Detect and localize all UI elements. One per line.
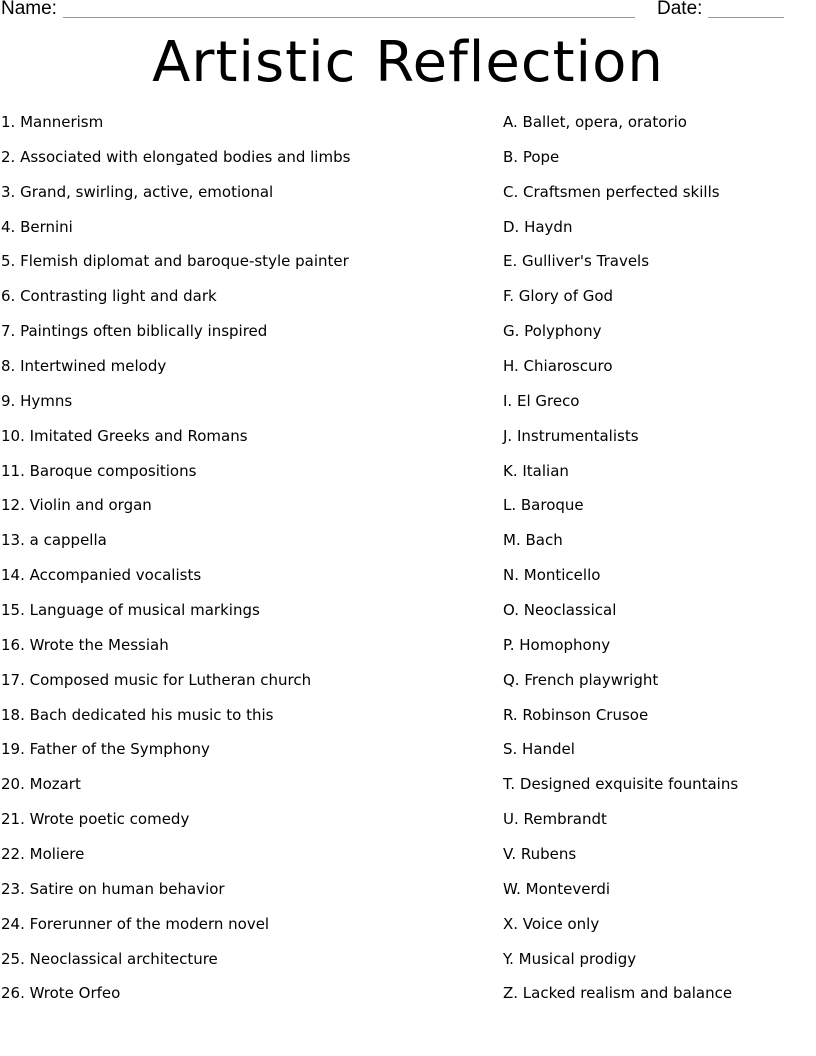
answer-item: O. Neoclassical — [503, 601, 617, 620]
clue-item: 24. Forerunner of the modern novel — [1, 914, 270, 933]
answer-item: X. Voice only — [503, 914, 600, 933]
clue-item: 20. Mozart — [1, 775, 81, 794]
clue-item: 5. Flemish diplomat and baroque-style painter — [1, 252, 349, 271]
clue-item: 4. Bernini — [1, 217, 73, 236]
clue-item: 1. Mannerism — [1, 113, 104, 131]
answer-item: Z. Lacked realism and balance — [503, 984, 733, 1003]
clue-item: 26. Wrote Orfeo — [1, 984, 121, 1003]
answers-list — [503, 110, 803, 1016]
answer-item: Y. Musical prodigy — [503, 949, 637, 968]
answer-item: J. Instrumentalists — [503, 426, 639, 445]
answer-item: G. Polyphony — [503, 322, 602, 341]
answer-item: K. Italian — [503, 461, 569, 480]
clues-list — [1, 110, 481, 1016]
clue-item: 15. Language of musical markings — [1, 601, 260, 620]
clue-item: 21. Wrote poetic comedy — [1, 810, 190, 829]
clue-item: 10. Imitated Greeks and Romans — [1, 426, 248, 445]
answer-item: D. Haydn — [503, 217, 573, 236]
answer-item: E. Gulliver's Travels — [503, 252, 650, 271]
clue-item: 6. Contrasting light and dark — [1, 287, 217, 306]
page-title: Artistic Reflection — [152, 30, 664, 95]
clue-item: 17. Composed music for Lutheran church — [1, 670, 312, 689]
answer-item: H. Chiaroscuro — [503, 357, 613, 376]
answer-item: S. Handel — [503, 740, 575, 759]
date-blank-line — [708, 17, 784, 18]
clue-item: 13. a cappella — [1, 531, 107, 550]
answer-item: M. Bach — [503, 531, 563, 550]
answer-item: B. Pope — [503, 147, 560, 166]
clue-item: 25. Neoclassical architecture — [1, 949, 218, 968]
answer-item: R. Robinson Crusoe — [503, 705, 649, 724]
answer-item: U. Rembrandt — [503, 810, 607, 829]
answer-item: W. Monteverdi — [503, 879, 611, 898]
clue-item: 12. Violin and organ — [1, 496, 152, 515]
answer-item: N. Monticello — [503, 566, 601, 585]
answer-item: L. Baroque — [503, 496, 584, 515]
answer-item: F. Glory of God — [503, 287, 614, 306]
clue-item: 18. Bach dedicated his music to this — [1, 705, 274, 724]
clue-item: 16. Wrote the Messiah — [1, 635, 169, 654]
answer-item: P. Homophony — [503, 635, 611, 654]
clue-item: 23. Satire on human behavior — [1, 879, 225, 898]
clue-item: 7. Paintings often biblically inspired — [1, 322, 268, 341]
answer-item: A. Ballet, opera, oratorio — [503, 113, 687, 131]
name-label: Name: — [1, 0, 57, 19]
worksheet-header — [0, 0, 816, 24]
answer-item: T. Designed exquisite fountains — [503, 775, 739, 794]
answer-item: Q. French playwright — [503, 670, 659, 689]
clue-item: 22. Moliere — [1, 845, 85, 864]
clue-item: 19. Father of the Symphony — [1, 740, 210, 759]
answer-item: C. Craftsmen perfected skills — [503, 182, 720, 201]
clue-item: 3. Grand, swirling, active, emotional — [1, 182, 274, 201]
clue-item: 9. Hymns — [1, 391, 73, 410]
answer-item: I. El Greco — [503, 391, 580, 410]
answer-item: V. Rubens — [503, 845, 577, 864]
clue-item: 2. Associated with elongated bodies and limbs — [1, 147, 351, 166]
date-label: Date: — [657, 0, 703, 19]
clue-item: 8. Intertwined melody — [1, 357, 167, 376]
name-blank-line — [63, 17, 635, 18]
clue-item: 11. Baroque compositions — [1, 461, 197, 480]
clue-item: 14. Accompanied vocalists — [1, 566, 202, 585]
